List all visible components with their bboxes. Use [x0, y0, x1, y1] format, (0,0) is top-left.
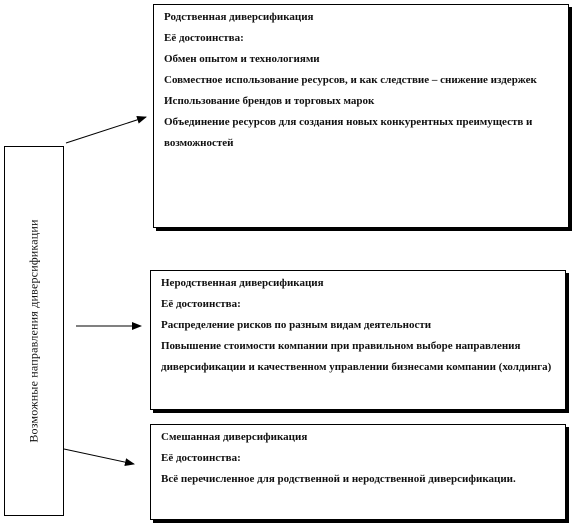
- directions-label: Возможные направления диверсификации: [26, 219, 41, 443]
- advantage-item: Использование брендов и торговых марок: [164, 95, 375, 107]
- advantage-item: Обмен опытом и технологиями: [164, 53, 320, 65]
- directions-box: [4, 146, 64, 516]
- box-title: Родственная диверсификация: [164, 11, 314, 23]
- arrow-to-mixed: [64, 449, 134, 464]
- related-diversification-box: [153, 4, 569, 228]
- unrelated-diversification-box: [150, 270, 566, 410]
- advantage-item: Повышение стоимости компании при правильном выборе направления диверсификации и качественном управлении бизнесами компании (холдинга): [161, 340, 552, 373]
- advantages-heading: Её достоинства:: [164, 32, 244, 44]
- advantage-item: Распределение рисков по разным видам деятельности: [161, 319, 432, 331]
- advantage-item: Совместное использование ресурсов, и как следствие – снижение издержек: [164, 74, 537, 86]
- box-title: Смешанная диверсификация: [161, 431, 308, 443]
- arrow-to-related: [66, 117, 146, 143]
- mixed-diversification-box: [150, 424, 566, 520]
- advantages-heading: Её достоинства:: [161, 298, 241, 310]
- box-title: Неродственная диверсификация: [161, 277, 324, 289]
- advantage-item: Всё перечисленное для родственной и неродственной диверсификации.: [161, 473, 516, 485]
- advantage-item: Объединение ресурсов для создания новых конкурентных преимуществ и возможностей: [164, 116, 533, 149]
- advantages-heading: Её достоинства:: [161, 452, 241, 464]
